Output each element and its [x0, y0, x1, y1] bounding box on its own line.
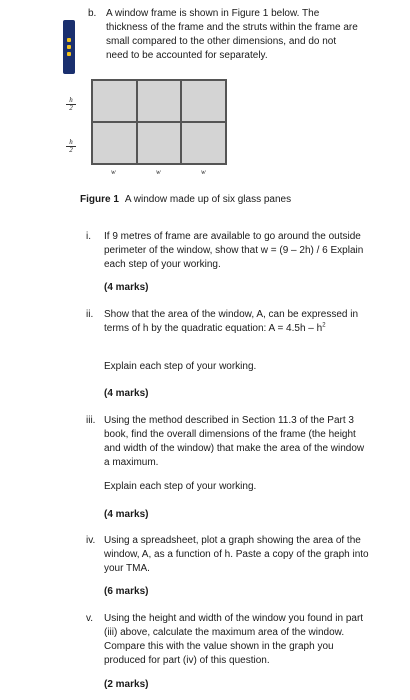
- intro-text: A window frame is shown in Figure 1 below. The thickness of the frame and the struts within the frame are small compared to the other dimensions, and do not need to be accounted for separately.: [106, 8, 358, 61]
- part-label: b.: [88, 8, 97, 19]
- question-iii: [86, 414, 369, 470]
- width-label: w: [156, 168, 161, 176]
- question-text: Show that the area of the window, A, can be expressed in terms of h by the quadratic equation: A = 4.5h – h: [104, 309, 359, 334]
- question-text: Using the height and width of the window you found in part (iii) above, calculate the maximum area of the window. Compare this with the value shown in the graph you produced for part (iv) of this question.: [104, 613, 364, 666]
- question-ii: [86, 308, 369, 336]
- intro-paragraph: [90, 7, 360, 63]
- figure-caption: [80, 193, 380, 207]
- caption-text: A window made up of six glass panes: [124, 194, 292, 205]
- question-iii-marks: (4 marks): [104, 509, 149, 520]
- question-text: Using the method described in Section 11.3 of the Part 3 book, find the overall dimensions of the frame (the height and width of the window) that make the area of the window a maximum.: [104, 415, 365, 468]
- glass-pane: [182, 123, 225, 163]
- question-number: iii.: [86, 415, 96, 426]
- width-label: w: [111, 168, 116, 176]
- exponent: 2: [322, 322, 326, 329]
- glass-pane: [138, 123, 181, 163]
- question-text: Using a spreadsheet, plot a graph showing the area of the window, A, as a function of h. Paste a copy of the graph into your TMA.: [104, 535, 369, 574]
- glass-pane: [93, 81, 136, 121]
- question-iii-instruction: Explain each step of your working.: [104, 481, 257, 492]
- question-ii-instruction: Explain each step of your working.: [104, 361, 257, 372]
- question-i: [86, 230, 369, 272]
- caption-label: Figure 1: [80, 194, 119, 205]
- question-text: If 9 metres of frame are available to go around the outside perimeter of the window, show that w = (9 – 2h) / 6 Explain each step of your working.: [104, 231, 364, 270]
- width-label: w: [201, 168, 206, 176]
- glass-pane: [138, 81, 181, 121]
- question-number: iv.: [86, 535, 96, 546]
- question-v-marks: (2 marks): [104, 679, 149, 690]
- question-iv-marks: (6 marks): [104, 586, 149, 597]
- glass-pane: [93, 123, 136, 163]
- window-figure: [91, 79, 227, 165]
- question-number: v.: [86, 613, 94, 624]
- question-number: ii.: [86, 309, 94, 320]
- question-v: [86, 612, 369, 668]
- question-iv: [86, 534, 369, 576]
- page-handle-icon: [63, 20, 75, 74]
- height-label-bottom: h 2: [66, 139, 76, 154]
- question-ii-marks: (4 marks): [104, 388, 149, 399]
- glass-pane: [182, 81, 225, 121]
- question-number: i.: [86, 231, 91, 242]
- height-label-top: h 2: [66, 97, 76, 112]
- question-i-marks: (4 marks): [104, 282, 149, 293]
